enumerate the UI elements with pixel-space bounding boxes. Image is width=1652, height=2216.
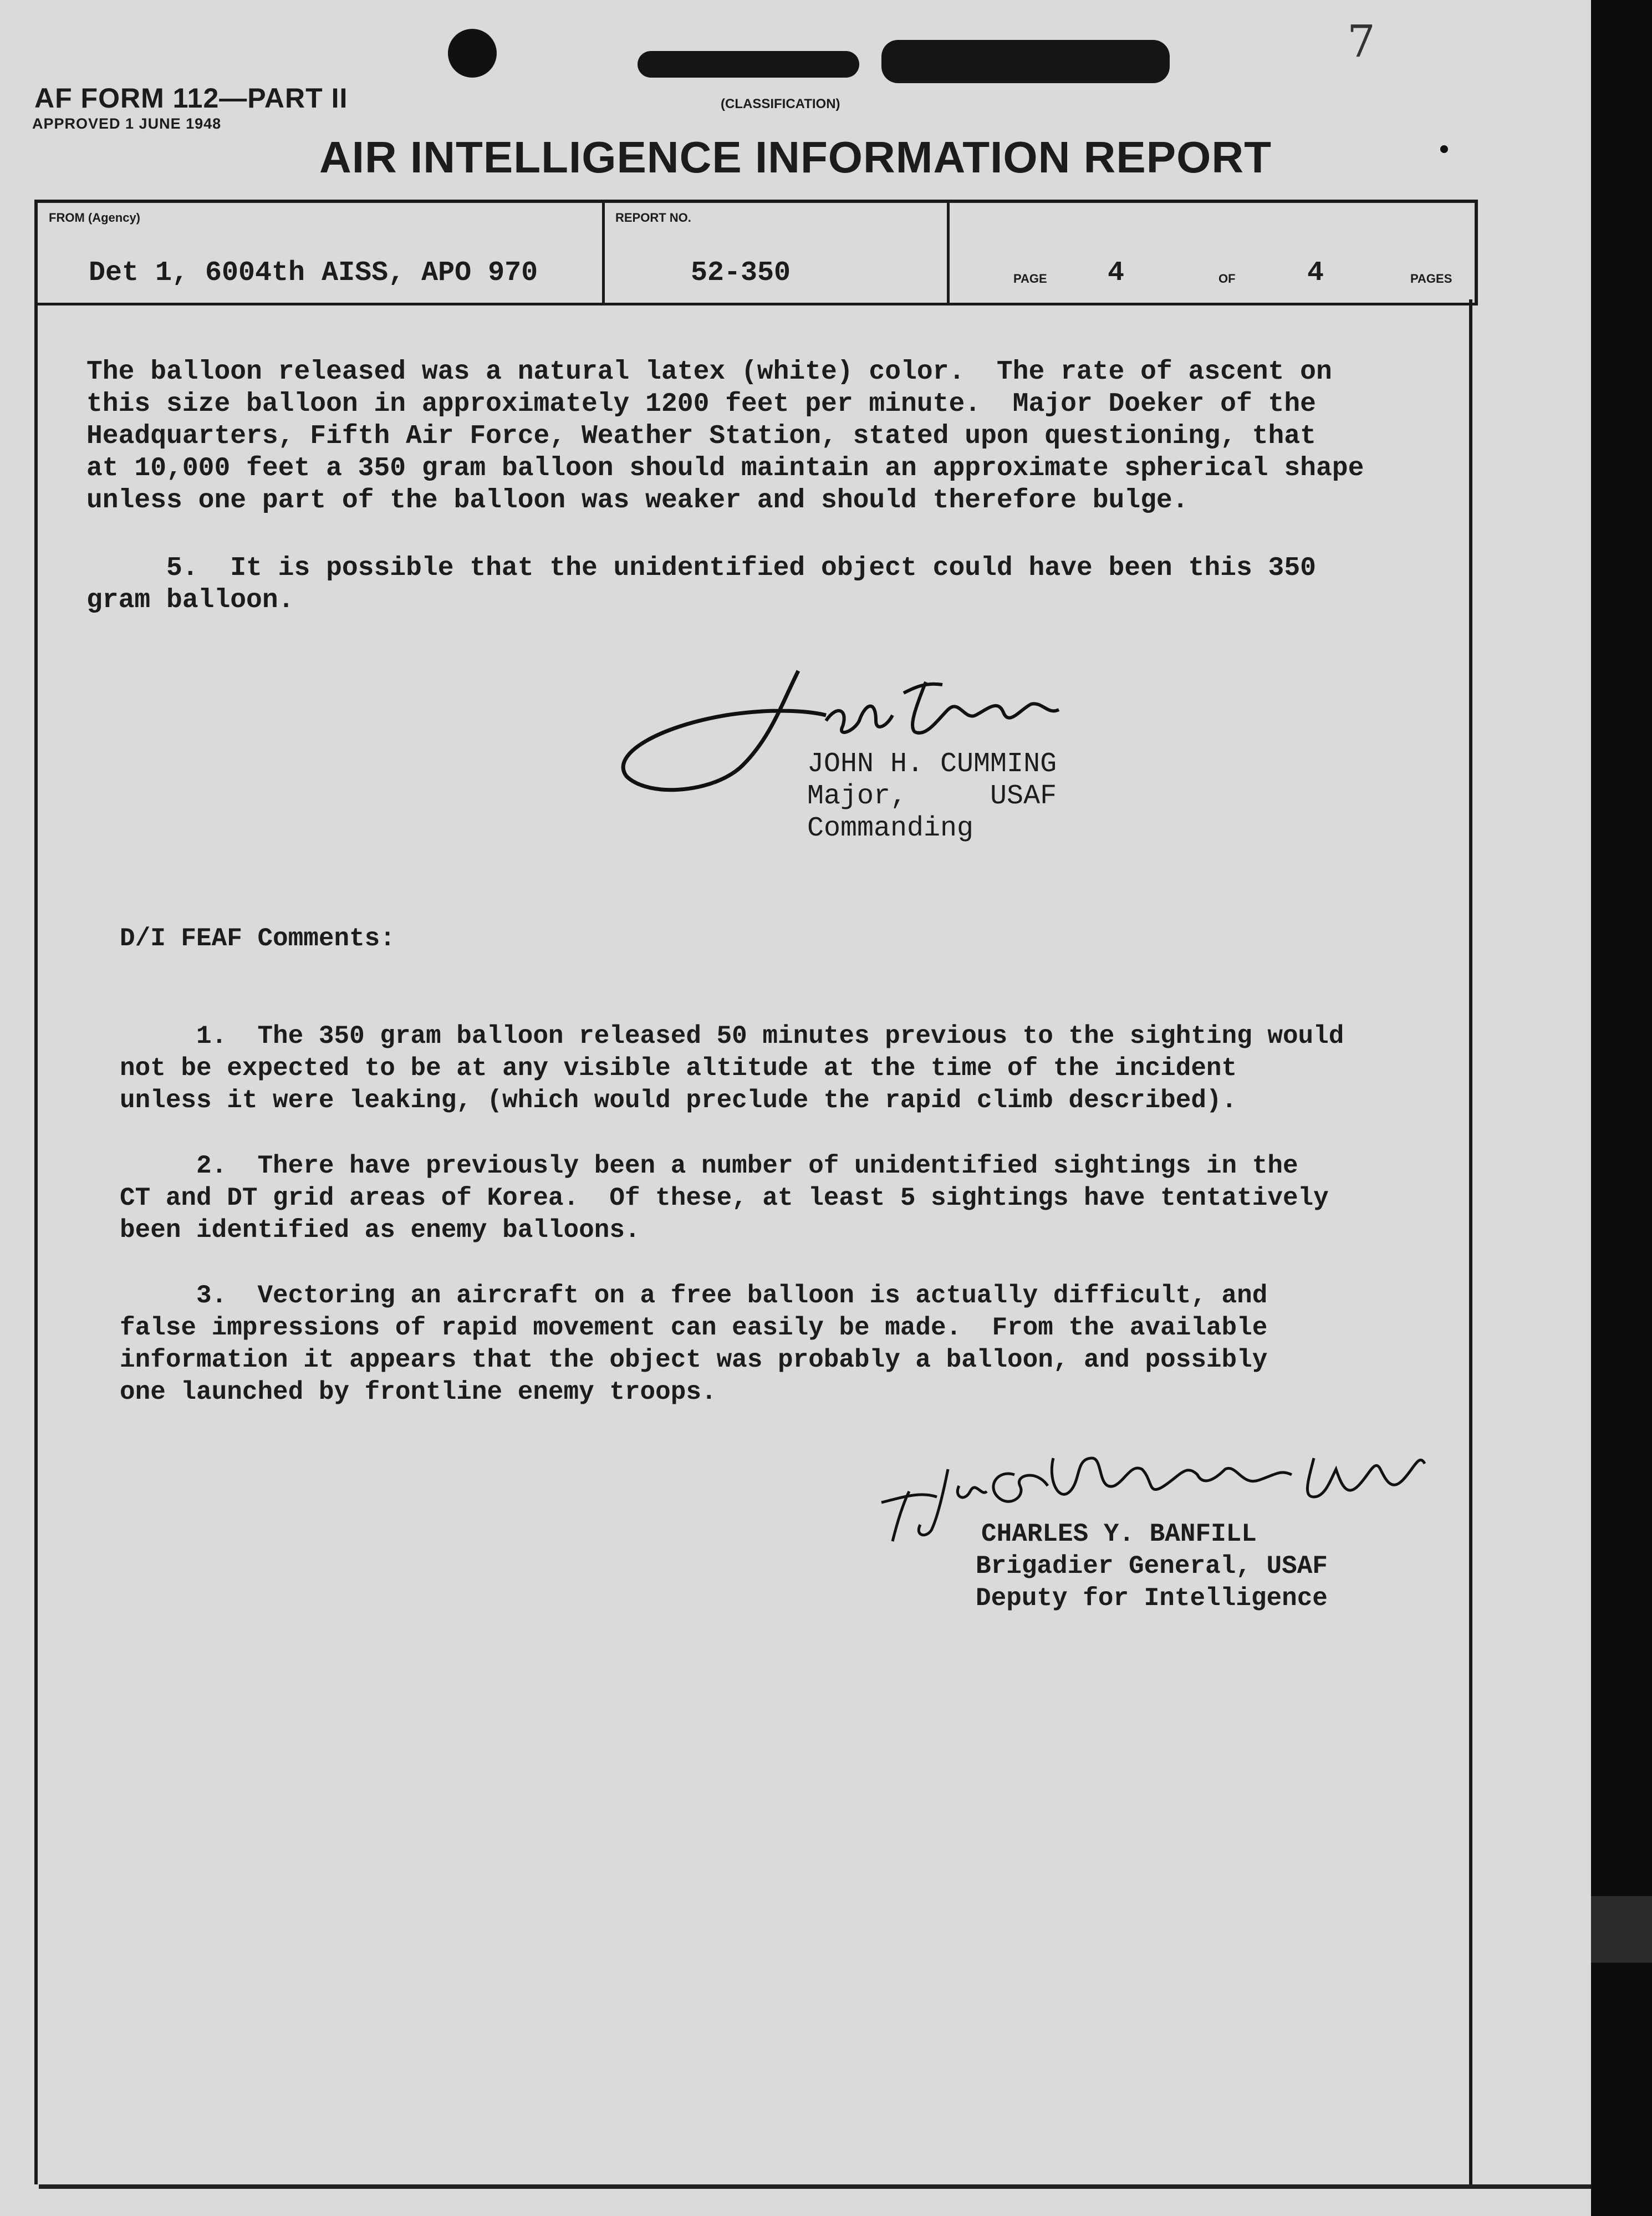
classification-redaction	[638, 51, 859, 78]
column-divider	[947, 203, 950, 303]
signer-1-rank: Major, USAF	[807, 781, 1057, 812]
text-line: The balloon released was a natural latex (white) color. The rate of ascent on	[86, 357, 1332, 387]
text-line: been identified as enemy balloons.	[120, 1216, 640, 1245]
signer-1-name: JOHN H. CUMMING	[807, 748, 1057, 780]
form-border-left	[34, 299, 38, 2184]
speck	[1440, 145, 1448, 153]
from-value: Det 1, 6004th AISS, APO 970	[89, 257, 538, 289]
text-line: 5. It is possible that the unidentified object could have been this 350	[86, 553, 1316, 583]
balloon-paragraph	[86, 324, 1364, 549]
report-title: AIR INTELLIGENCE INFORMATION REPORT	[319, 133, 1272, 182]
from-label: FROM (Agency)	[49, 211, 140, 225]
text-line: 3. Vectoring an aircraft on a free balloon is actually difficult, and	[120, 1281, 1268, 1310]
text-line: information it appears that the object was probably a balloon, and possibly	[120, 1346, 1268, 1374]
scan-edge	[1591, 0, 1652, 2216]
text-line: unless it were leaking, (which would preclude the rapid climb described).	[120, 1086, 1237, 1115]
of-value: 4	[1307, 257, 1324, 289]
page-value: 4	[1108, 257, 1125, 289]
text-line: gram balloon.	[86, 585, 294, 615]
form-border-right	[1469, 299, 1472, 2184]
text-line: this size balloon in approximately 1200 feet per minute. Major Doeker of the	[86, 389, 1316, 419]
column-divider	[602, 203, 605, 303]
text-line: one launched by frontline enemy troops.	[120, 1378, 717, 1407]
signer-2-name: CHARLES Y. BANFILL	[981, 1520, 1257, 1548]
report-no-label: REPORT NO.	[615, 211, 691, 225]
classification-caption: (CLASSIFICATION)	[721, 96, 840, 111]
pages-label: PAGES	[1410, 272, 1452, 286]
form-border-bottom	[39, 2184, 1591, 2189]
text-line: not be expected to be at any visible altitude at the time of the incident	[120, 1054, 1237, 1083]
paragraph-5	[86, 520, 1316, 649]
page-mark: 7	[1347, 16, 1375, 67]
report-header-box	[34, 200, 1478, 305]
comment-paragraph-3	[120, 1247, 1267, 1440]
text-line: 2. There have previously been a number of unidentified sightings in the	[120, 1152, 1298, 1180]
text-line: false impressions of rapid movement can easily be made. From the available	[120, 1313, 1268, 1342]
punch-hole	[448, 29, 497, 78]
form-approved-date: APPROVED 1 JUNE 1948	[32, 115, 222, 132]
signer-2-title: Deputy for Intelligence	[976, 1584, 1328, 1613]
text-line: at 10,000 feet a 350 gram balloon should maintain an approximate spherical shape	[86, 454, 1364, 483]
page-label: PAGE	[1013, 272, 1047, 286]
signer-1-title: Commanding	[807, 813, 974, 844]
scan-edge-mark	[1591, 1896, 1652, 1963]
text-line: CT and DT grid areas of Korea. Of these, at least 5 sightings have tentatively	[120, 1184, 1329, 1213]
signer-2-rank: Brigadier General, USAF	[976, 1552, 1328, 1581]
text-line: Headquarters, Fifth Air Force, Weather Station, stated upon questioning, that	[86, 421, 1316, 451]
comments-heading: D/I FEAF Comments:	[120, 924, 395, 953]
text-line: unless one part of the balloon was weaker and should therefore bulge.	[86, 486, 1189, 516]
form-id: AF FORM 112—PART II	[34, 83, 348, 114]
text-line: 1. The 350 gram balloon released 50 minutes previous to the sighting would	[120, 1022, 1344, 1051]
report-no-value: 52-350	[691, 257, 791, 289]
classification-redaction	[881, 40, 1170, 83]
of-label: OF	[1218, 272, 1236, 286]
